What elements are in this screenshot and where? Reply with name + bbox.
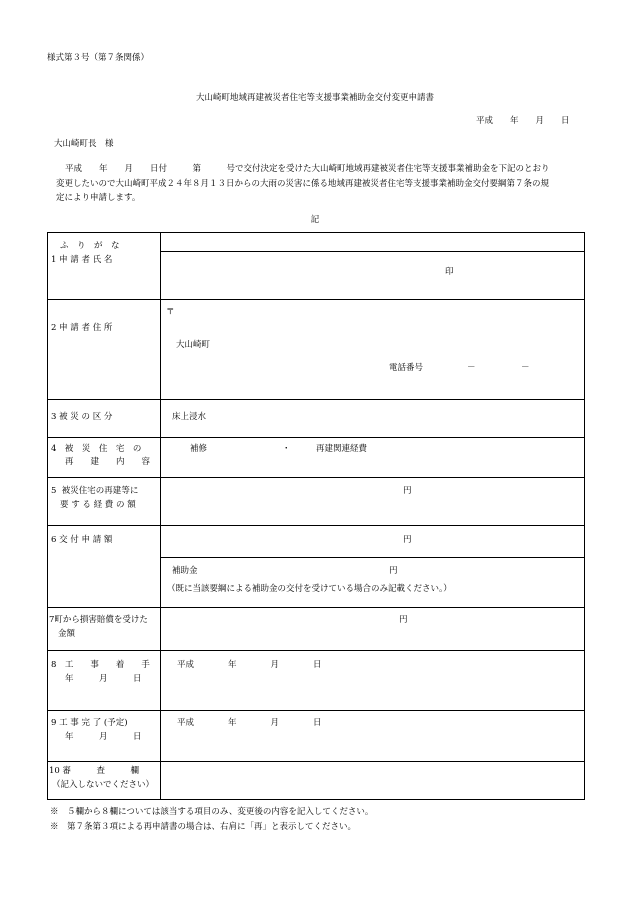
subsidy-note: （既に当該要綱による補助金の交付を受けている場合のみ記載ください。）: [167, 584, 452, 594]
applicant-address-field[interactable]: [161, 299, 583, 398]
row-rebuild-cost: [48, 477, 584, 526]
grant-amount-label: 6 交 付 申 請 額: [51, 535, 113, 545]
construction-end-label: 9 工 事 完 了 (予定): [51, 718, 128, 728]
row-applicant-name: [48, 233, 584, 300]
applicant-name-field[interactable]: [161, 252, 583, 298]
row-applicant-address: [48, 299, 584, 400]
review-note: （記入しないでください）: [52, 780, 155, 790]
row-damage-compensation: [48, 607, 584, 651]
construction-end-date-label: 年 月 日: [65, 732, 142, 742]
seal-mark: 印: [445, 267, 454, 277]
compensation-label-2: 金額: [58, 629, 76, 639]
body-line-1: 平成 年 月 日付 第 号で交付決定を受けた大山崎町地域再建被災者住宅等支援事業補助金を下記のとおり: [65, 164, 550, 174]
construction-end-value[interactable]: 平成 年 月 日: [177, 718, 322, 728]
furigana-field[interactable]: [161, 233, 583, 251]
body-line-3: 定により申請します。: [56, 193, 141, 203]
applicant-address-label: 2 申 請 者 住 所: [51, 323, 113, 333]
rebuild-content-label-1: 4 被 災 住 宅 の: [51, 444, 142, 454]
compensation-field[interactable]: [161, 607, 583, 649]
grant-amount-yen: 円: [403, 535, 412, 545]
subsidy-amount-field[interactable]: [218, 561, 384, 579]
application-date: 平成 年 月 日: [476, 116, 570, 126]
subsidy-label: 補助金: [172, 566, 198, 576]
construction-start-value[interactable]: 平成 年 月 日: [177, 660, 322, 670]
row-rebuild-content: [48, 437, 584, 478]
row-construction-start: [48, 650, 584, 711]
rebuild-cost-field[interactable]: [161, 477, 583, 524]
review-label: 10 審 査 欄: [49, 766, 140, 776]
grant-amount-field[interactable]: [161, 525, 583, 557]
damage-category-label: 3 被 災 の 区 分: [51, 412, 113, 422]
addressee: 大山崎町長 様: [54, 139, 114, 149]
page-title: 大山崎町地域再建被災者住宅等支援事業補助金交付変更申請書: [195, 93, 434, 103]
furigana-label: ふ り が な: [60, 241, 120, 251]
phone-label: 電話番号: [389, 363, 424, 373]
applicant-name-label: 1 申 請 者 氏 名: [51, 255, 113, 265]
footnote-1: ※ ５欄から８欄については該当する項目のみ、変更後の内容を記入してください。: [50, 807, 374, 817]
postal-mark: 〒: [166, 307, 175, 317]
construction-start-date-label: 年 月 日: [65, 674, 142, 684]
row-damage-category: [48, 399, 584, 438]
rebuild-cost-yen: 円: [403, 486, 412, 496]
compensation-yen: 円: [399, 615, 408, 625]
row-review: [48, 761, 584, 799]
form-number: 様式第３号（第７条関係）: [47, 53, 150, 63]
compensation-label-1: 7町から損害賠償を受けた: [49, 615, 148, 625]
rebuild-content-label-2: 再 建 内 容: [65, 457, 151, 467]
row-grant-amount: [48, 525, 584, 608]
footnote-2: ※ 第７条第３項による再申請書の場合は、右肩に「再」と表示してください。: [50, 822, 357, 832]
phone-separator-2: －: [521, 363, 530, 373]
damage-category-value: 床上浸水: [172, 412, 207, 422]
body-line-2: 変更したいので大山崎町平成２４年８月１３日からの大雨の災害に係る地域再建被災者住宅等支援事業補助金交付要綱第７条の規: [56, 179, 550, 189]
construction-start-label: 8 工 事 着 手: [51, 660, 150, 670]
option-rebuild-costs[interactable]: 再建関連経費: [316, 444, 368, 454]
option-repair[interactable]: 補修: [190, 444, 208, 454]
application-form-table: [47, 232, 585, 800]
review-field: [161, 761, 583, 798]
ki-heading: 記: [310, 215, 320, 225]
phone-separator-1: －: [467, 363, 476, 373]
rebuild-cost-label-1: 5 被災住宅の再建等に: [51, 486, 139, 496]
town-name: 大山崎町: [176, 340, 211, 350]
row-construction-end: [48, 710, 584, 762]
subsidy-yen: 円: [389, 566, 398, 576]
rebuild-cost-label-2: 要 す る 経 費 の 額: [60, 500, 136, 510]
option-separator: ・: [282, 444, 291, 454]
